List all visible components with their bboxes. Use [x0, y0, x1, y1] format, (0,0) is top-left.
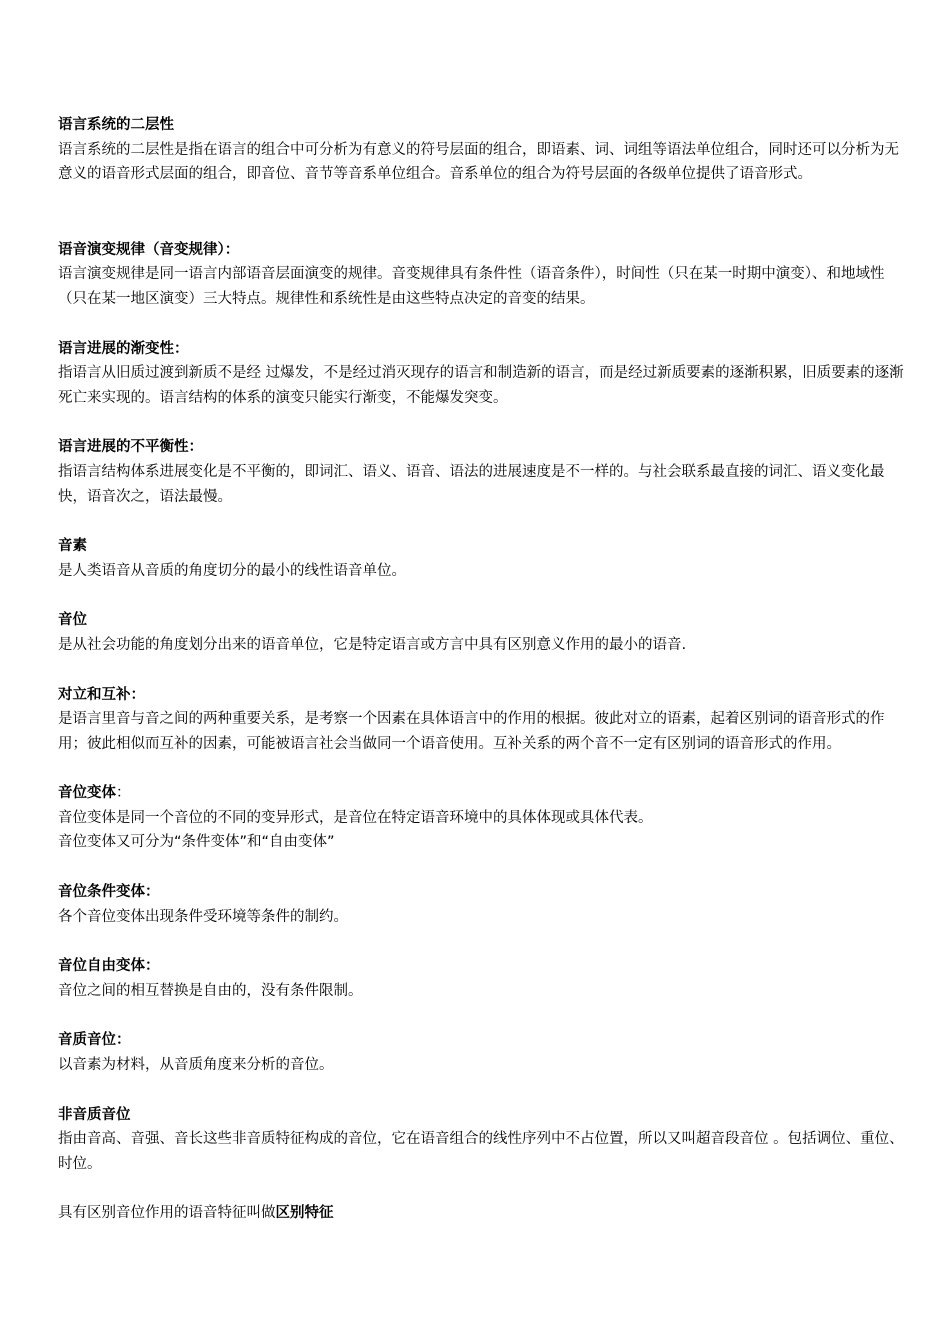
section-heading: 语言进展的不平衡性： — [58, 439, 203, 456]
section-heading: 音位条件变体： — [58, 884, 160, 901]
section-paragraph: 是从社会功能的角度划分出来的语音单位，它是特定语言或方言中具有区别意义作用的最小的语音. — [58, 636, 687, 653]
section-conditional-allophone — [58, 880, 908, 929]
section-heading: 音位自由变体： — [58, 958, 160, 975]
section-heading: 非音质音位 — [58, 1106, 131, 1123]
section-heading: 语言系统的二层性 — [58, 117, 174, 133]
section-uneven-development — [58, 435, 908, 509]
section-heading: 音质音位： — [58, 1032, 131, 1049]
section-paragraph: 音位之间的相互替换是自由的，没有条件限制。 — [58, 982, 363, 999]
closing-sentence — [58, 1201, 908, 1226]
section-phone — [58, 534, 908, 583]
section-heading — [58, 781, 908, 806]
section-paragraph: 以音素为材料，从音质角度来分析的音位。 — [58, 1057, 334, 1074]
section-phoneme — [58, 608, 908, 657]
section-paragraph: 各个音位变体出现条件受环境等条件的制约。 — [58, 908, 348, 925]
closing-prefix: 具有区别音位作用的语音特征叫做 — [58, 1205, 276, 1222]
section-paragraph: 指语言从旧质过渡到新质不是经 过爆发，不是经过消灭现存的语言和制造新的语言，而是经过新质要素的逐渐积累，旧质要素的逐渐死亡来实现的。语言结构的体系的演变只能实行渐变，不能爆发突变。 — [58, 365, 904, 406]
section-paragraph: 指语言结构体系进展变化是不平衡的，即词汇、语义、语音、语法的进展速度是不一样的。与社会联系最直接的词汇、语义变化最快，语音次之，语法最慢。 — [58, 463, 885, 505]
section-paragraph: 指由音高、音强、音长这些非音质特征构成的音位，它在语音组合的线性序列中不占位置，所以又叫超音段音位 。包括调位、重位、时位。 — [58, 1131, 904, 1172]
section-paragraph: 音位变体是同一个音位的不同的变异形式，是音位在特定语音环境中的具体体现或具体代表。 — [58, 809, 653, 826]
closing-term: 区别特征 — [275, 1205, 334, 1222]
section-paragraph: 是人类语音从音质的角度切分的最小的线性语音单位。 — [58, 562, 406, 579]
section-two-layer-system — [58, 113, 908, 187]
document-page — [58, 113, 908, 1226]
section-heading-text: 音位变体 — [58, 785, 116, 802]
section-gradual-development — [58, 337, 908, 411]
section-suprasegmental-phoneme — [58, 1103, 908, 1177]
section-heading: 语言进展的渐变性： — [58, 340, 189, 357]
section-opposition-complement — [58, 683, 908, 757]
section-allophone — [58, 781, 908, 855]
section-sound-change-law — [58, 238, 908, 312]
section-paragraph: 音位变体又可分为“条件变体”和“自由变体” — [58, 834, 335, 851]
section-heading: 音位 — [58, 612, 87, 629]
section-paragraph: 是语言里音与音之间的两种重要关系，是考察一个因素在具体语言中的作用的根据。彼此对立的语素，起着区别词的语音形式的作用；彼此相似而互补的因素，可能被语言社会当做同一个语音使用。互补关系的两个音不一定有区别词的语音形式的作用。 — [58, 711, 885, 752]
section-paragraph: 语言系统的二层性是指在语言的组合中可分析为有意义的符号层面的组合，即语素、词、词组等语法单位组合，同时还可以分析为无意义的语音形式层面的组合，即音位、音节等音系单位组合。音系单位的组合为符号层面的各级单位提供了语音形式。 — [58, 141, 899, 183]
section-paragraph: 语言演变规律是同一语言内部语音层面演变的规律。音变规律具有条件性（语音条件），时间性（只在某一时期中演变）、和地域性（只在某一地区演变）三大特点。规律性和系统性是由这些特点决定的音变的结果。 — [58, 266, 885, 307]
section-segmental-phoneme — [58, 1028, 908, 1077]
section-heading: 对立和互补： — [58, 686, 145, 703]
section-free-allophone — [58, 954, 908, 1003]
section-heading-suffix: ： — [116, 785, 131, 802]
section-heading: 音素 — [58, 538, 87, 555]
section-heading: 语音演变规律（音变规律）： — [58, 241, 240, 258]
